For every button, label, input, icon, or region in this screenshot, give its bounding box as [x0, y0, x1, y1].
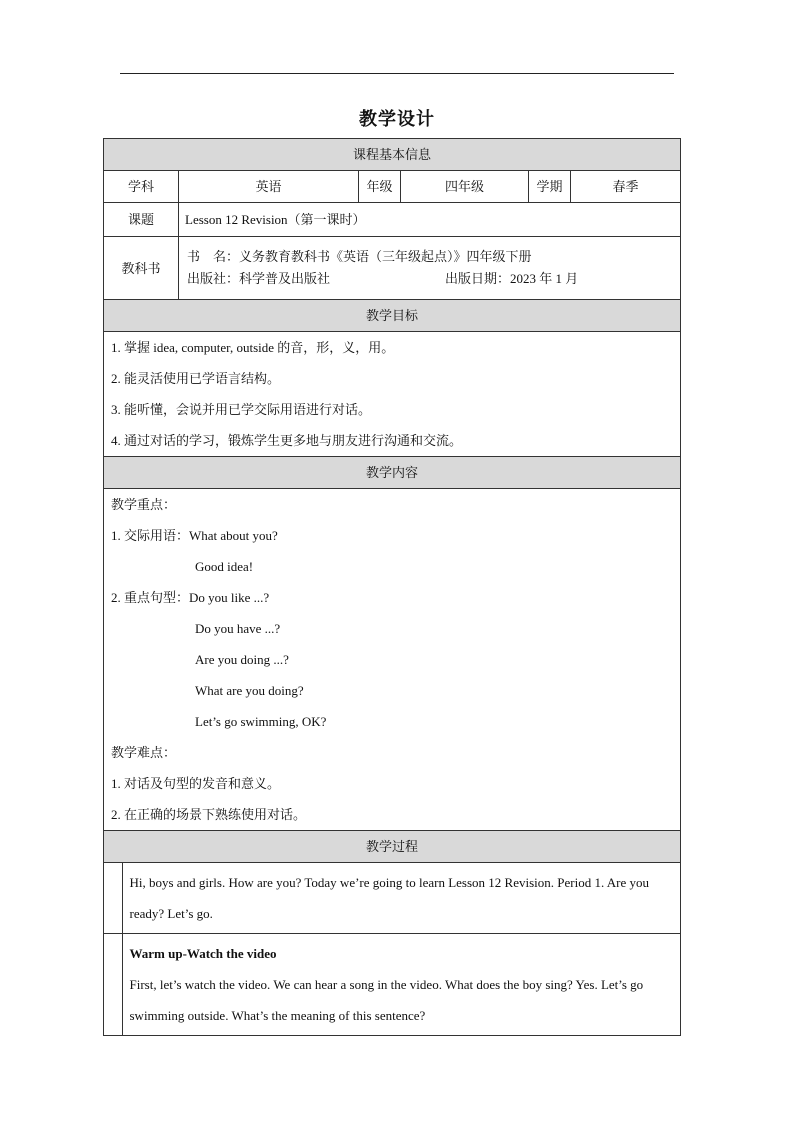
process-step-marker — [104, 934, 122, 1036]
subject-label: 学科 — [104, 171, 179, 203]
process-inner-table — [104, 863, 680, 1035]
key-point-item: 2. 重点句型：Do you like ...? — [111, 590, 270, 605]
key-point-continuation: Are you doing ...? — [195, 652, 289, 667]
key-points-title: 教学重点： — [111, 497, 177, 512]
warmup-text: First, let’s watch the video. We can hear a song in the video. What does the boy sing? Yes. Let’s go swimming outside. What’s the meaning of this sentence? — [129, 977, 644, 1023]
process-step-marker — [104, 863, 122, 934]
textbook-label: 教科书 — [104, 237, 179, 300]
grade-value: 四年级 — [401, 171, 529, 203]
objective-item: 4. 通过对话的学习，锻炼学生更多地与朋友进行沟通和交流。 — [111, 433, 463, 448]
topic-value: Lesson 12 Revision（第一课时） — [179, 203, 681, 237]
objective-item: 3. 能听懂，会说并用已学交际用语进行对话。 — [111, 402, 372, 417]
lesson-plan-table — [103, 138, 681, 1036]
publisher: 出版社：科学普及出版社 — [187, 271, 331, 286]
term-value: 春季 — [571, 171, 681, 203]
key-point-continuation: Good idea! — [195, 559, 254, 574]
key-point-item: 1. 交际用语：What about you? — [111, 528, 278, 543]
header-rule — [120, 73, 674, 74]
key-point-continuation: What are you doing? — [195, 683, 304, 698]
objective-item: 1. 掌握 idea, computer, outside 的音，形，义，用。 — [111, 340, 395, 355]
warmup-title: Warm up-Watch the video — [129, 946, 277, 961]
book-name: 书 名：义务教育教科书《英语（三年级起点）》四年级下册 — [187, 249, 532, 264]
term-label: 学期 — [529, 171, 571, 203]
publish-date: 出版日期：2023 年 1 月 — [445, 271, 579, 286]
section-header-basic-info: 课程基本信息 — [104, 139, 681, 171]
subject-value: 英语 — [179, 171, 359, 203]
difficult-point-item: 1. 对话及句型的发音和意义。 — [111, 776, 281, 791]
process-block — [104, 863, 681, 1036]
content-list — [104, 489, 681, 831]
key-point-continuation: Do you have ...? — [195, 621, 281, 636]
objective-item: 2. 能灵活使用已学语言结构。 — [111, 371, 281, 386]
publisher-line — [187, 268, 672, 290]
section-header-content: 教学内容 — [104, 457, 681, 489]
objectives-list — [104, 332, 681, 457]
page-title: 教学设计 — [359, 109, 435, 129]
key-point-continuation: Let’s go swimming, OK? — [195, 714, 327, 729]
section-header-process: 教学过程 — [104, 831, 681, 863]
difficult-point-item: 2. 在正确的场景下熟练使用对话。 — [111, 807, 307, 822]
topic-label: 课题 — [104, 203, 179, 237]
process-intro: Hi, boys and girls. How are you? Today we’re going to learn Lesson 12 Revision. Period 1. Are you ready? Let’s go. — [122, 863, 680, 934]
process-warmup — [122, 934, 680, 1036]
difficult-points-title: 教学难点： — [111, 745, 177, 760]
textbook-info — [179, 237, 681, 300]
section-header-objectives: 教学目标 — [104, 300, 681, 332]
grade-label: 年级 — [359, 171, 401, 203]
